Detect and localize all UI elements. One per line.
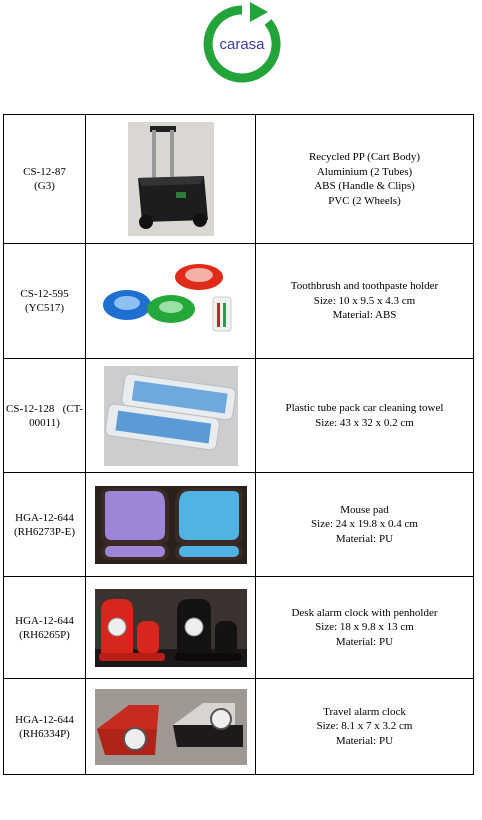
description-line: Desk alarm clock with penholder	[291, 606, 438, 619]
table-row	[4, 577, 474, 679]
description-line: Toothbrush and toothpaste holder	[290, 280, 439, 293]
mouse-pad-photo	[95, 486, 247, 564]
product-code-cell	[4, 679, 86, 775]
toothbrush-holder-photo	[101, 261, 241, 341]
description-line: Size: 8.1 x 7 x 3.2 cm	[316, 720, 413, 733]
product-code-cell	[4, 577, 86, 679]
product-description-cell	[256, 244, 474, 359]
product-code-sub: (YC517)	[24, 302, 65, 314]
carasa-logo	[200, 2, 284, 86]
description-line: Material: ABS	[332, 309, 397, 322]
description-line: Size: 18 x 9.8 x 13 cm	[315, 621, 414, 634]
product-code-sub: (RH6334P)	[19, 727, 70, 740]
product-code: CS-12-87	[23, 166, 66, 178]
product-code-cell	[4, 244, 86, 359]
product-code-cell	[4, 359, 86, 473]
description-line: Material: PU	[335, 532, 394, 545]
product-code: HGA-12-644	[15, 614, 74, 627]
table-row	[4, 115, 474, 244]
description-line: Recycled PP (Cart Body)	[308, 151, 421, 163]
product-code: CS-12-128 (CT-	[6, 402, 83, 415]
logo-text: carasa	[219, 36, 265, 53]
product-code: HGA-12-644	[15, 713, 74, 726]
table-row	[4, 359, 474, 473]
description-line: Material: PU	[335, 635, 394, 648]
desk-clock-photo	[95, 589, 247, 667]
description-line: Size: 24 x 19.8 x 0.4 cm	[311, 518, 418, 531]
product-description-cell	[256, 577, 474, 679]
description-line: Size: 10 x 9.5 x 4.3 cm	[313, 294, 416, 307]
table-row	[4, 679, 474, 775]
description-line: Mouse pad	[340, 503, 389, 516]
product-image-cell	[86, 244, 256, 359]
product-image-cell	[86, 577, 256, 679]
description-line: Size: 43 x 32 x 0.2 cm	[315, 416, 414, 429]
description-line: PVC (2 Wheels)	[328, 194, 401, 207]
description-line: Aluminium (2 Tubes)	[316, 165, 413, 178]
travel-clock-photo	[95, 689, 247, 765]
product-code-sub: (RH6273P-E)	[13, 525, 76, 538]
product-image-cell	[86, 115, 256, 244]
folding-cart-photo	[128, 122, 214, 236]
description-line: Travel alarm clock	[323, 705, 406, 718]
product-code-sub: (G3)	[34, 180, 55, 192]
table-row	[4, 244, 474, 359]
description-line: ABS (Handle & Clips)	[314, 180, 415, 192]
product-description-cell	[256, 473, 474, 577]
table-row	[4, 473, 474, 577]
product-table	[3, 114, 474, 775]
description-line: Plastic tube pack car cleaning towel	[285, 402, 444, 414]
product-code-cell	[4, 473, 86, 577]
product-image-cell	[86, 473, 256, 577]
product-code-sub: (RH6265P)	[19, 628, 70, 641]
product-code: HGA-12-644	[15, 511, 74, 524]
product-description-cell	[256, 115, 474, 244]
product-code-sub: 00011)	[29, 416, 60, 429]
product-description-cell	[256, 359, 474, 473]
cleaning-towel-photo	[104, 366, 238, 466]
product-image-cell	[86, 359, 256, 473]
product-code: CS-12-595	[20, 288, 69, 300]
product-code-cell	[4, 115, 86, 244]
product-description-cell	[256, 679, 474, 775]
description-line: Material: PU	[335, 734, 394, 747]
product-image-cell	[86, 679, 256, 775]
